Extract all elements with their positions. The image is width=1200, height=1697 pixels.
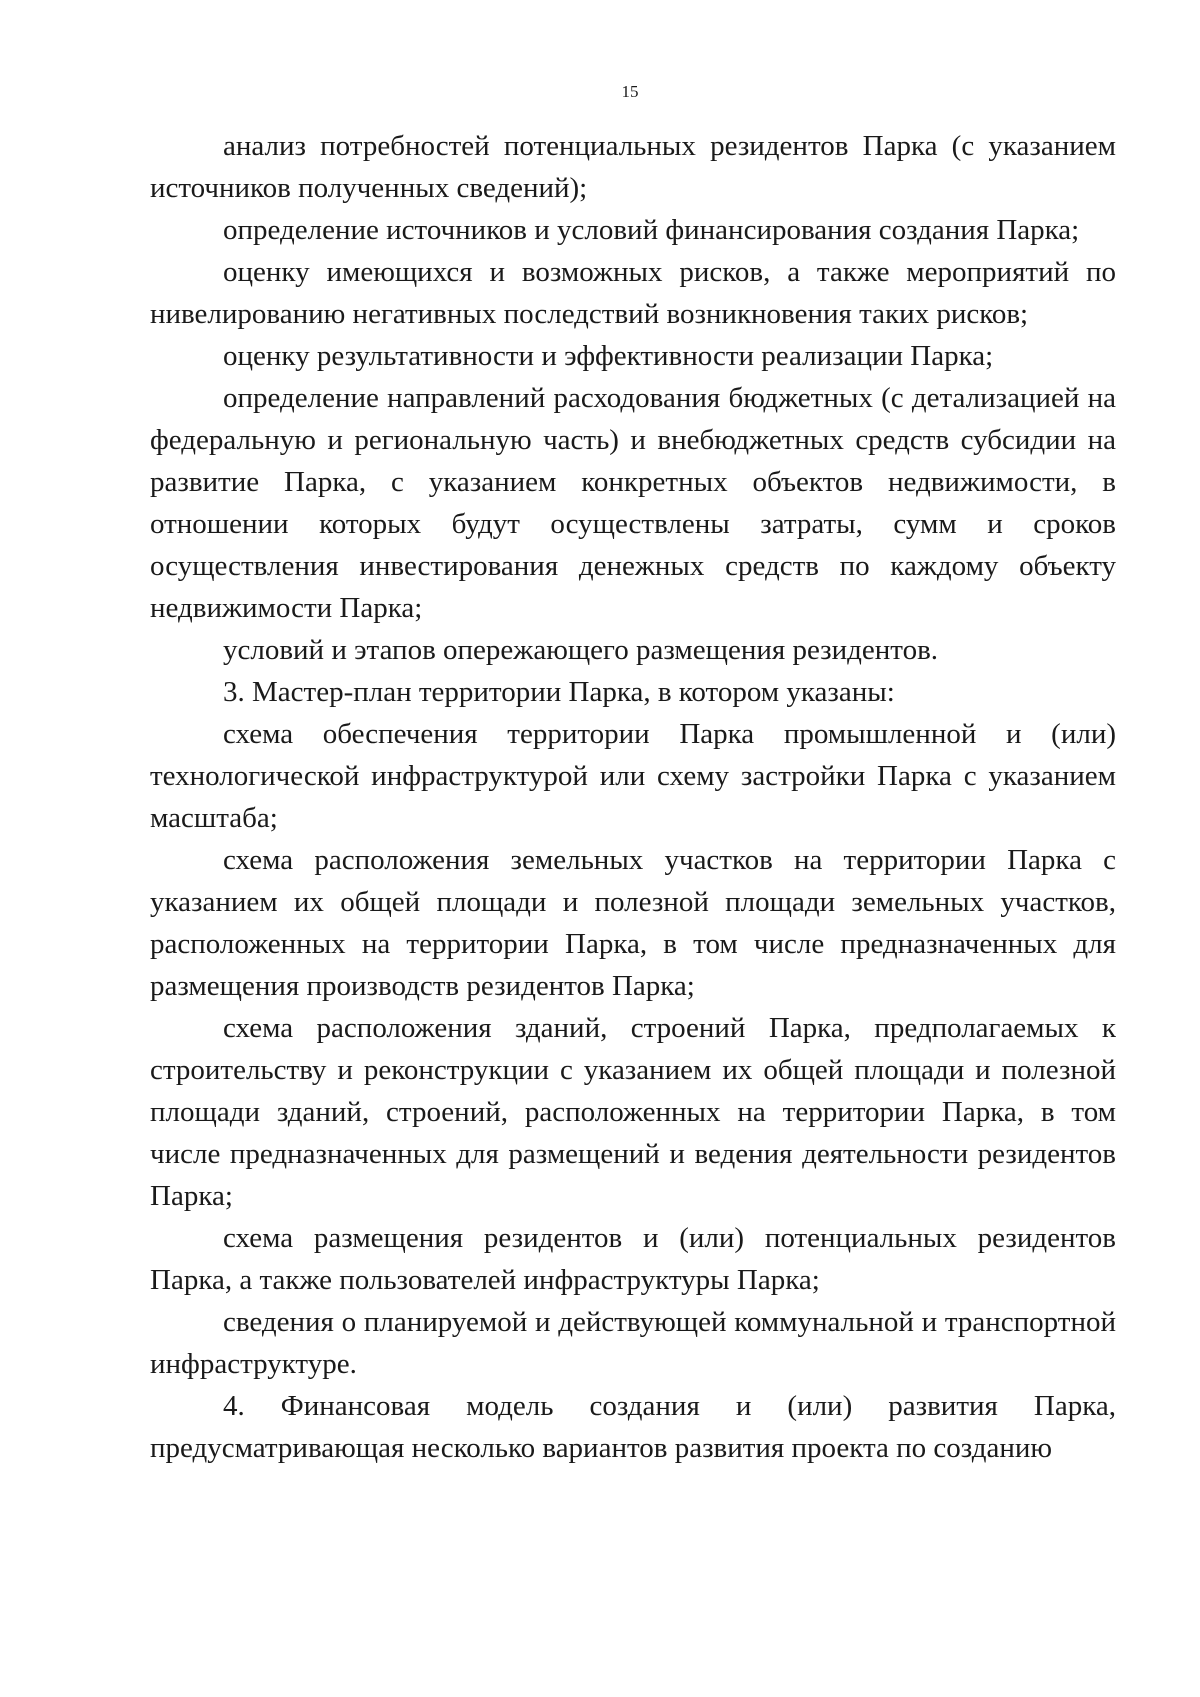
paragraph-land-plots-scheme: схема расположения земельных участков на территории Парка с указанием их общей площади и полезной площади земельных участков, расположенных на территории Парка, в том числе предназначенных для размещения производств резидентов Парка;	[150, 844, 1116, 1002]
paragraph-master-plan-heading: 3. Мастер-план территории Парка, в котором указаны:	[223, 676, 895, 708]
paragraph-residents-scheme: схема размещения резидентов и (или) потенциальных резидентов Парка, а также пользователей инфраструктуры Парка;	[150, 1222, 1116, 1296]
paragraph-risk-assessment: оценку имеющихся и возможных рисков, а также мероприятий по нивелированию негативных последствий возникновения таких рисков;	[150, 256, 1116, 330]
paragraph-financial-model: 4. Финансовая модель создания и (или) развития Парка, предусматривающая несколько вариантов развития проекта по созданию	[150, 1390, 1116, 1464]
paragraph-financing-sources: определение источников и условий финансирования создания Парка;	[223, 214, 1080, 246]
page-number: 15	[621, 82, 639, 101]
paragraph-budget-expenditure: определение направлений расходования бюджетных (с детализацией на федеральную и региональную часть) и внебюджетных средств субсидии на развитие Парка, с указанием конкретных объектов недвижимости, в отношении которых будут осуществлены затраты, сумм и сроков осуществления инвестирования денежных средств по каждому объекту недвижимости Парка;	[150, 382, 1116, 624]
paragraph-infrastructure-scheme: схема обеспечения территории Парка промышленной и (или) технологической инфраструктурой или схему застройки Парка с указанием масштаба;	[150, 718, 1116, 834]
paragraph-resident-placement: условий и этапов опережающего размещения резидентов.	[223, 634, 939, 666]
document-body	[150, 125, 1116, 1469]
paragraph-needs-analysis: анализ потребностей потенциальных резидентов Парка (с указанием источников полученных сведений);	[150, 130, 1116, 204]
paragraph-effectiveness-assessment: оценку результативности и эффективности реализации Парка;	[223, 340, 994, 372]
paragraph-buildings-scheme: схема расположения зданий, строений Парка, предполагаемых к строительству и реконструкции с указанием их общей площади и полезной площади зданий, строений, расположенных на территории Парка, в том числе предназначенных для размещений и ведения деятельности резидентов Парка;	[150, 1012, 1116, 1212]
paragraph-utility-infrastructure: сведения о планируемой и действующей коммунальной и транспортной инфраструктуре.	[150, 1306, 1116, 1380]
